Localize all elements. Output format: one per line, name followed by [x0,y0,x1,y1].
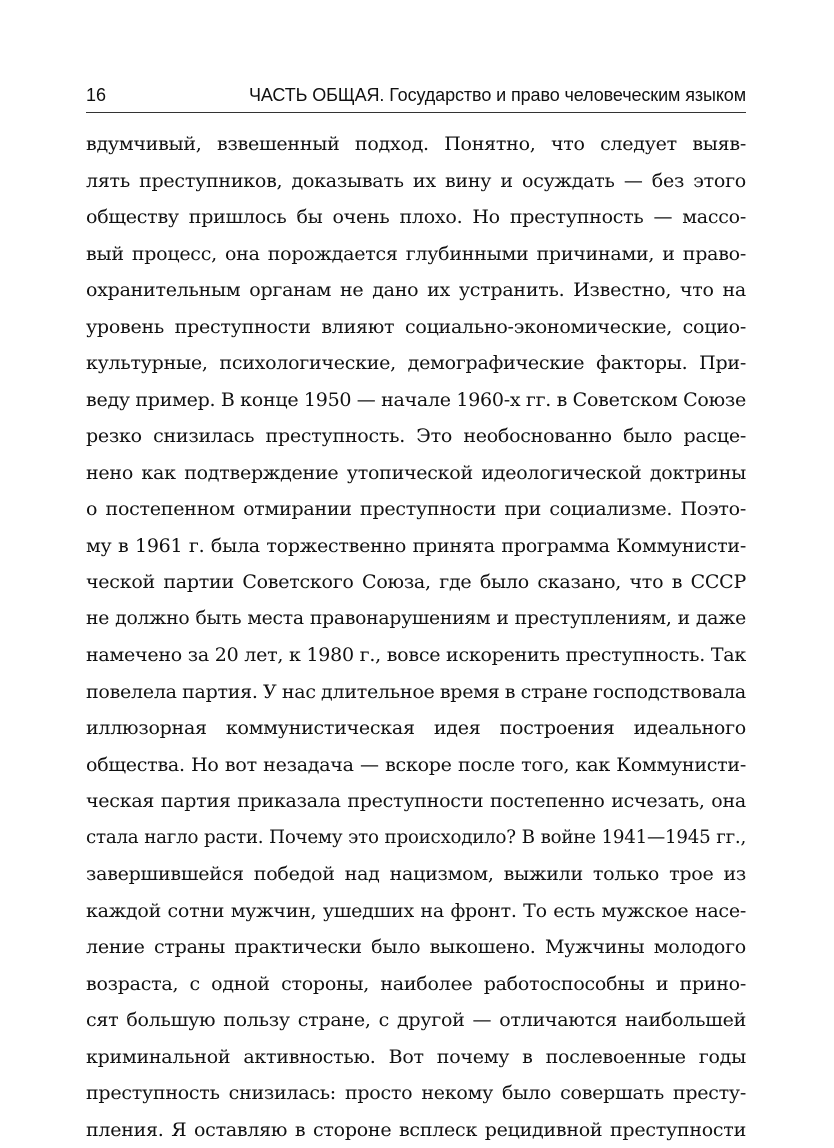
text-line: о постепенном отмирании преступности при социализме. Поэто- [86,491,746,528]
text-line: охранительным органам не дано их устранить. Известно, что на [86,272,746,309]
text-line: резко снизилась преступность. Это необоснованно было расце- [86,418,746,455]
running-head [86,80,746,110]
text-line: обществу пришлось бы очень плохо. Но преступность — массо- [86,199,746,236]
text-line: общества. Но вот незадача — вскоре после того, как Коммунисти- [86,747,746,784]
text-line: ческой партии Советского Союза, где было сказано, что в СССР [86,564,746,601]
text-line: культурные, психологические, демографические факторы. При- [86,345,746,382]
text-line: вый процесс, она порождается глубинными причинами, и право- [86,236,746,273]
page-number: 16 [86,80,106,110]
text-line: лять преступников, доказывать их вину и осуждать — без этого [86,163,746,200]
header-divider [86,112,746,113]
text-line: повелела партия. У нас длительное время в стране господствовала [86,674,746,711]
text-line: му в 1961 г. была торжественно принята программа Коммунисти- [86,528,746,565]
text-line: намечено за 20 лет, к 1980 г., вовсе искоренить преступность. Так [86,637,746,674]
text-line: ление страны практически было выкошено. Мужчины молодого [86,929,746,966]
text-line: иллюзорная коммунистическая идея построения идеального [86,710,746,747]
text-line: сят большую пользу стране, с другой — отличаются наибольшей [86,1002,746,1039]
text-line: преступность снизилась: просто некому было совершать престу- [86,1075,746,1112]
text-line: вдумчивый, взвешенный подход. Понятно, что следует выяв- [86,126,746,163]
body-text [86,126,746,1148]
text-line: уровень преступности влияют социально-экономические, социо- [86,309,746,346]
text-line: возраста, с одной стороны, наиболее работоспособны и прино- [86,966,746,1003]
text-line: ческая партия приказала преступности постепенно исчезать, она [86,783,746,820]
text-line: веду пример. В конце 1950 — начале 1960-х гг. в Советском Союзе [86,382,746,419]
text-line: каждой сотни мужчин, ушедших на фронт. То есть мужское насе- [86,893,746,930]
running-title: ЧАСТЬ ОБЩАЯ. Государство и право человеческим языком [249,80,746,110]
text-line: завершившейся победой над нацизмом, выжили только трое из [86,856,746,893]
text-line: не должно быть места правонарушениям и преступлениям, и даже [86,601,746,638]
text-line: стала нагло расти. Почему это происходило? В войне 1941—1945 гг., [86,820,746,857]
text-line: криминальной активностью. Вот почему в послевоенные годы [86,1039,746,1076]
text-line: нено как подтверждение утопической идеологической доктрины [86,455,746,492]
text-line: пления. Я оставляю в стороне всплеск рецидивной преступности [86,1112,746,1148]
